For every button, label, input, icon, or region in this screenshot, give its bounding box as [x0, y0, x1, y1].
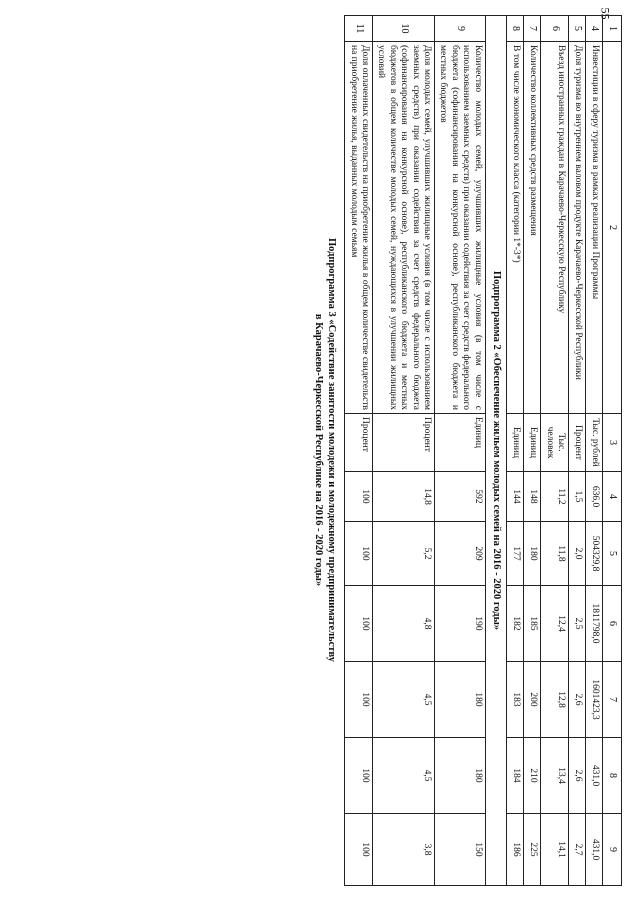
value-cell: 144: [507, 472, 524, 522]
indicator-name: Количество молодых семей, улучшивших жилищные условия (в том числе с использованием заемных средств) при оказании содействия за счет средств федерального бюджета (софинансирования на конкурсной основе), республиканского бюджета и местных бюджетов: [435, 42, 486, 414]
row-number: 5: [569, 16, 586, 42]
subprogram-3-title: [311, 15, 338, 885]
header-cell: 5: [603, 522, 622, 586]
subprogram-2-title: Подпрограмма 2 «Обеспечение жильем молодых семей на 2016 - 2020 годы»: [485, 16, 507, 886]
row-number: 9: [435, 16, 486, 42]
unit-cell: Тыс. рублей: [586, 414, 603, 472]
unit-cell: Единиц: [507, 414, 524, 472]
subprogram-3-line-1: Подпрограмма 3 «Содействие занятости молодежи и молодежному предпринимательству: [326, 237, 338, 663]
value-cell: 2,6: [569, 662, 586, 738]
value-cell: 182: [507, 586, 524, 662]
unit-cell: Процент: [373, 414, 435, 472]
header-cell: 8: [603, 738, 622, 814]
value-cell: 431,0: [586, 814, 603, 886]
value-cell: 11,2: [541, 472, 569, 522]
header-cell: 9: [603, 814, 622, 886]
unit-cell: Единиц: [435, 414, 486, 472]
table-row: [507, 16, 524, 886]
value-cell: 183: [507, 662, 524, 738]
indicator-name: В том числе экономического класса (категории 1*-3*): [507, 42, 524, 414]
value-cell: 100: [345, 738, 373, 814]
row-number: 10: [373, 16, 435, 42]
subprogram-row: [485, 16, 507, 886]
table-row: [541, 16, 569, 886]
row-number: 8: [507, 16, 524, 42]
indicator-name: Въезд иностранных граждан в Карачаево-Черкесскую Республику: [541, 42, 569, 414]
indicator-name: Инвестиции в сферу туризма в рамках реализации Программы: [586, 42, 603, 414]
value-cell: 1811798,0: [586, 586, 603, 662]
header-cell: 2: [603, 42, 622, 414]
header-row: [603, 16, 622, 886]
rotated-table-sheet: [12, 15, 622, 885]
value-cell: 100: [345, 522, 373, 586]
value-cell: 2,7: [569, 814, 586, 886]
value-cell: 12,8: [541, 662, 569, 738]
row-number: 7: [524, 16, 541, 42]
table-row: [373, 16, 435, 886]
row-number: 11: [345, 16, 373, 42]
value-cell: 12,4: [541, 586, 569, 662]
page-number: 55: [598, 7, 613, 20]
row-number: 4: [586, 16, 603, 42]
value-cell: 210: [524, 738, 541, 814]
table-row: [524, 16, 541, 886]
indicator-name: Доля молодых семей, улучшивших жилищные условия (в том числе с использованием заемных средств) при оказании содействия за счет средств федерального бюджета (софинансирования на конкурсной основе), республиканского бюджета и местных бюджетов в общем количестве молодых семей, нуждающихся в улучшении жилищных условий: [373, 42, 435, 414]
value-cell: 1601423,3: [586, 662, 603, 738]
table-row: [345, 16, 373, 886]
header-cell: 1: [603, 16, 622, 42]
row-number: 6: [541, 16, 569, 42]
value-cell: 180: [435, 662, 486, 738]
value-cell: 2,6: [569, 738, 586, 814]
value-cell: 2,0: [569, 522, 586, 586]
indicators-table: [344, 15, 622, 886]
value-cell: 13,4: [541, 738, 569, 814]
value-cell: 2,5: [569, 586, 586, 662]
unit-cell: Процент: [345, 414, 373, 472]
unit-cell: Процент: [569, 414, 586, 472]
value-cell: 180: [435, 738, 486, 814]
value-cell: 5,2: [373, 522, 435, 586]
value-cell: 431,0: [586, 738, 603, 814]
value-cell: 14,8: [373, 472, 435, 522]
value-cell: 180: [524, 522, 541, 586]
value-cell: 185: [524, 586, 541, 662]
unit-cell: Тыс. человек: [541, 414, 569, 472]
value-cell: 190: [435, 586, 486, 662]
value-cell: 4,5: [373, 662, 435, 738]
value-cell: 1,5: [569, 472, 586, 522]
value-cell: 100: [345, 472, 373, 522]
subprogram-3-line-2: в Карачаево-Черкесской Республике на 2016 - 2020 годы»: [312, 313, 324, 587]
value-cell: 3,8: [373, 814, 435, 886]
table-row: [435, 16, 486, 886]
indicator-name: Доля туризма во внутреннем валовом продукте Карачаево-Черкесской Республики: [569, 42, 586, 414]
header-cell: 4: [603, 472, 622, 522]
value-cell: 11,8: [541, 522, 569, 586]
value-cell: 148: [524, 472, 541, 522]
table-row: [586, 16, 603, 886]
value-cell: 636,0: [586, 472, 603, 522]
value-cell: 209: [435, 522, 486, 586]
value-cell: 225: [524, 814, 541, 886]
header-cell: 6: [603, 586, 622, 662]
indicator-name: Количество коллективных средств размещения: [524, 42, 541, 414]
value-cell: 186: [507, 814, 524, 886]
value-cell: 177: [507, 522, 524, 586]
value-cell: 100: [345, 662, 373, 738]
value-cell: 14,1: [541, 814, 569, 886]
value-cell: 4,8: [373, 586, 435, 662]
value-cell: 4,5: [373, 738, 435, 814]
value-cell: 150: [435, 814, 486, 886]
unit-cell: Единиц: [524, 414, 541, 472]
value-cell: 100: [345, 586, 373, 662]
value-cell: 184: [507, 738, 524, 814]
value-cell: 100: [345, 814, 373, 886]
value-cell: 504329,8: [586, 522, 603, 586]
header-cell: 3: [603, 414, 622, 472]
value-cell: 592: [435, 472, 486, 522]
indicator-name: Доля оплаченных свидетельств на приобретение жилья в общем количестве свидетельств на приобретение жилья, выданных молодым семьям: [345, 42, 373, 414]
table-row: [569, 16, 586, 886]
value-cell: 200: [524, 662, 541, 738]
header-cell: 7: [603, 662, 622, 738]
